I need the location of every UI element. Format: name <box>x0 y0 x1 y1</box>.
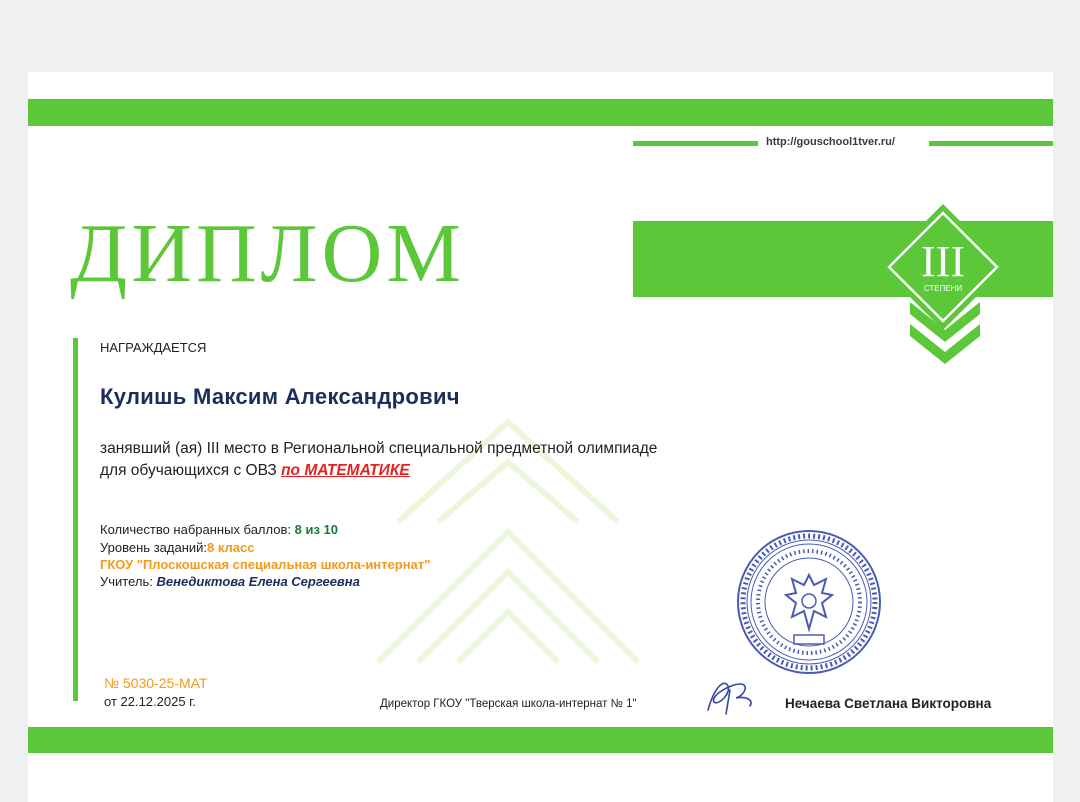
description-line-2-text: для обучающихся с ОВЗ <box>100 462 277 479</box>
official-seal-stamp <box>734 527 884 677</box>
level-label: Уровень заданий: <box>100 540 208 555</box>
double-chevron-down-icon <box>910 302 980 368</box>
degree-numeral: III <box>921 237 965 286</box>
level-line <box>100 540 254 555</box>
url-line-left <box>633 141 758 146</box>
left-accent-line <box>73 338 78 701</box>
top-green-bar <box>28 99 1053 126</box>
recipient-name: Кулишь Максим Александрович <box>100 384 460 409</box>
diploma-sheet <box>28 72 1053 802</box>
level-value: 8 класс <box>207 540 255 555</box>
website-url: http://gouschool1tver.ru/ <box>766 136 895 148</box>
description-line-1: занявший (ая) III место в Региональной специальной предметной олимпиаде <box>100 440 658 457</box>
url-line-right <box>929 141 1053 146</box>
degree-label: СТЕПЕНИ <box>923 284 963 293</box>
school-name: ГКОУ "Плоскошская специальная школа-интернат" <box>100 557 431 572</box>
score-value: 8 из 10 <box>294 522 338 537</box>
awarded-label: НАГРАЖДАЕТСЯ <box>100 340 207 355</box>
subject-name: по МАТЕМАТИКЕ <box>281 462 410 479</box>
bottom-green-bar <box>28 727 1053 753</box>
teacher-label: Учитель: <box>100 574 153 589</box>
description-line-2 <box>100 462 410 480</box>
diploma-title: ДИПЛОМ <box>70 207 465 300</box>
document-number: № 5030-25-МАТ <box>104 675 208 691</box>
teacher-name: Венедиктова Елена Сергеевна <box>156 574 360 589</box>
url-row <box>633 136 1053 150</box>
score-line <box>100 522 338 537</box>
director-name: Нечаева Светлана Викторовна <box>785 696 992 711</box>
document-date: от 22.12.2025 г. <box>104 694 196 709</box>
director-label: Директор ГКОУ "Тверская школа-интернат № 1" <box>380 698 637 710</box>
handwritten-signature <box>700 672 760 718</box>
score-label: Количество набранных баллов: <box>100 522 291 537</box>
teacher-line <box>100 574 360 589</box>
